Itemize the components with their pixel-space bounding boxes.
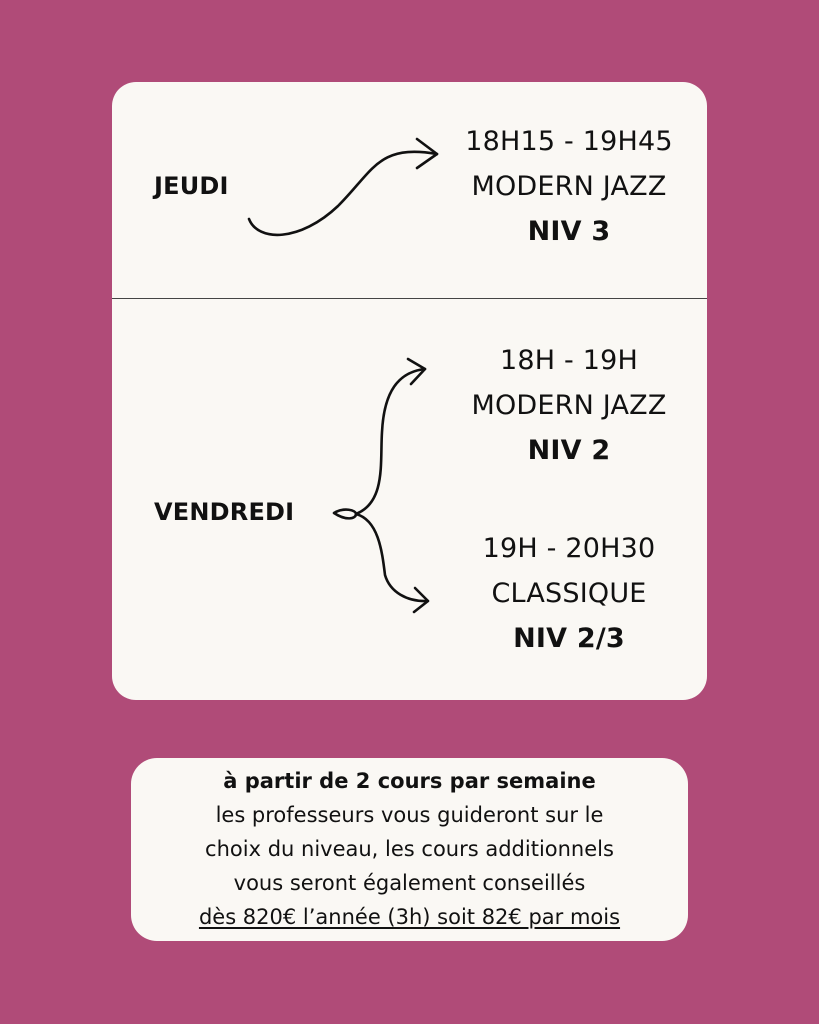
- note-price: dès 820€ l’année (3h) soit 82€ par mois: [198, 905, 621, 929]
- split-arrow-icon: [334, 359, 428, 612]
- note-headline: à partir de 2 cours par semaine: [223, 769, 596, 793]
- slot-time: 19H - 20H30: [482, 533, 656, 564]
- info-note: [131, 758, 688, 941]
- slot-level: NIV 3: [527, 216, 611, 247]
- slot-level: NIV 2: [527, 435, 611, 466]
- schedule-card: [112, 82, 707, 700]
- day-label-vendredi: VENDREDI: [154, 498, 295, 526]
- note-line-2: choix du niveau, les cours additionnels: [205, 837, 614, 861]
- slot-style: MODERN JAZZ: [471, 171, 667, 202]
- slot-style: CLASSIQUE: [491, 578, 647, 609]
- arrows-graphic: [112, 82, 707, 700]
- slot-style: MODERN JAZZ: [471, 390, 667, 421]
- day-label-jeudi: JEUDI: [154, 172, 229, 200]
- slot-level: NIV 2/3: [513, 623, 625, 654]
- note-line-1: les professeurs vous guideront sur le: [215, 803, 604, 827]
- note-line-3: vous seront également conseillés: [233, 871, 586, 895]
- slot-time: 18H15 - 19H45: [465, 126, 673, 157]
- curved-arrow-icon: [249, 139, 437, 235]
- slot-time: 18H - 19H: [499, 345, 639, 376]
